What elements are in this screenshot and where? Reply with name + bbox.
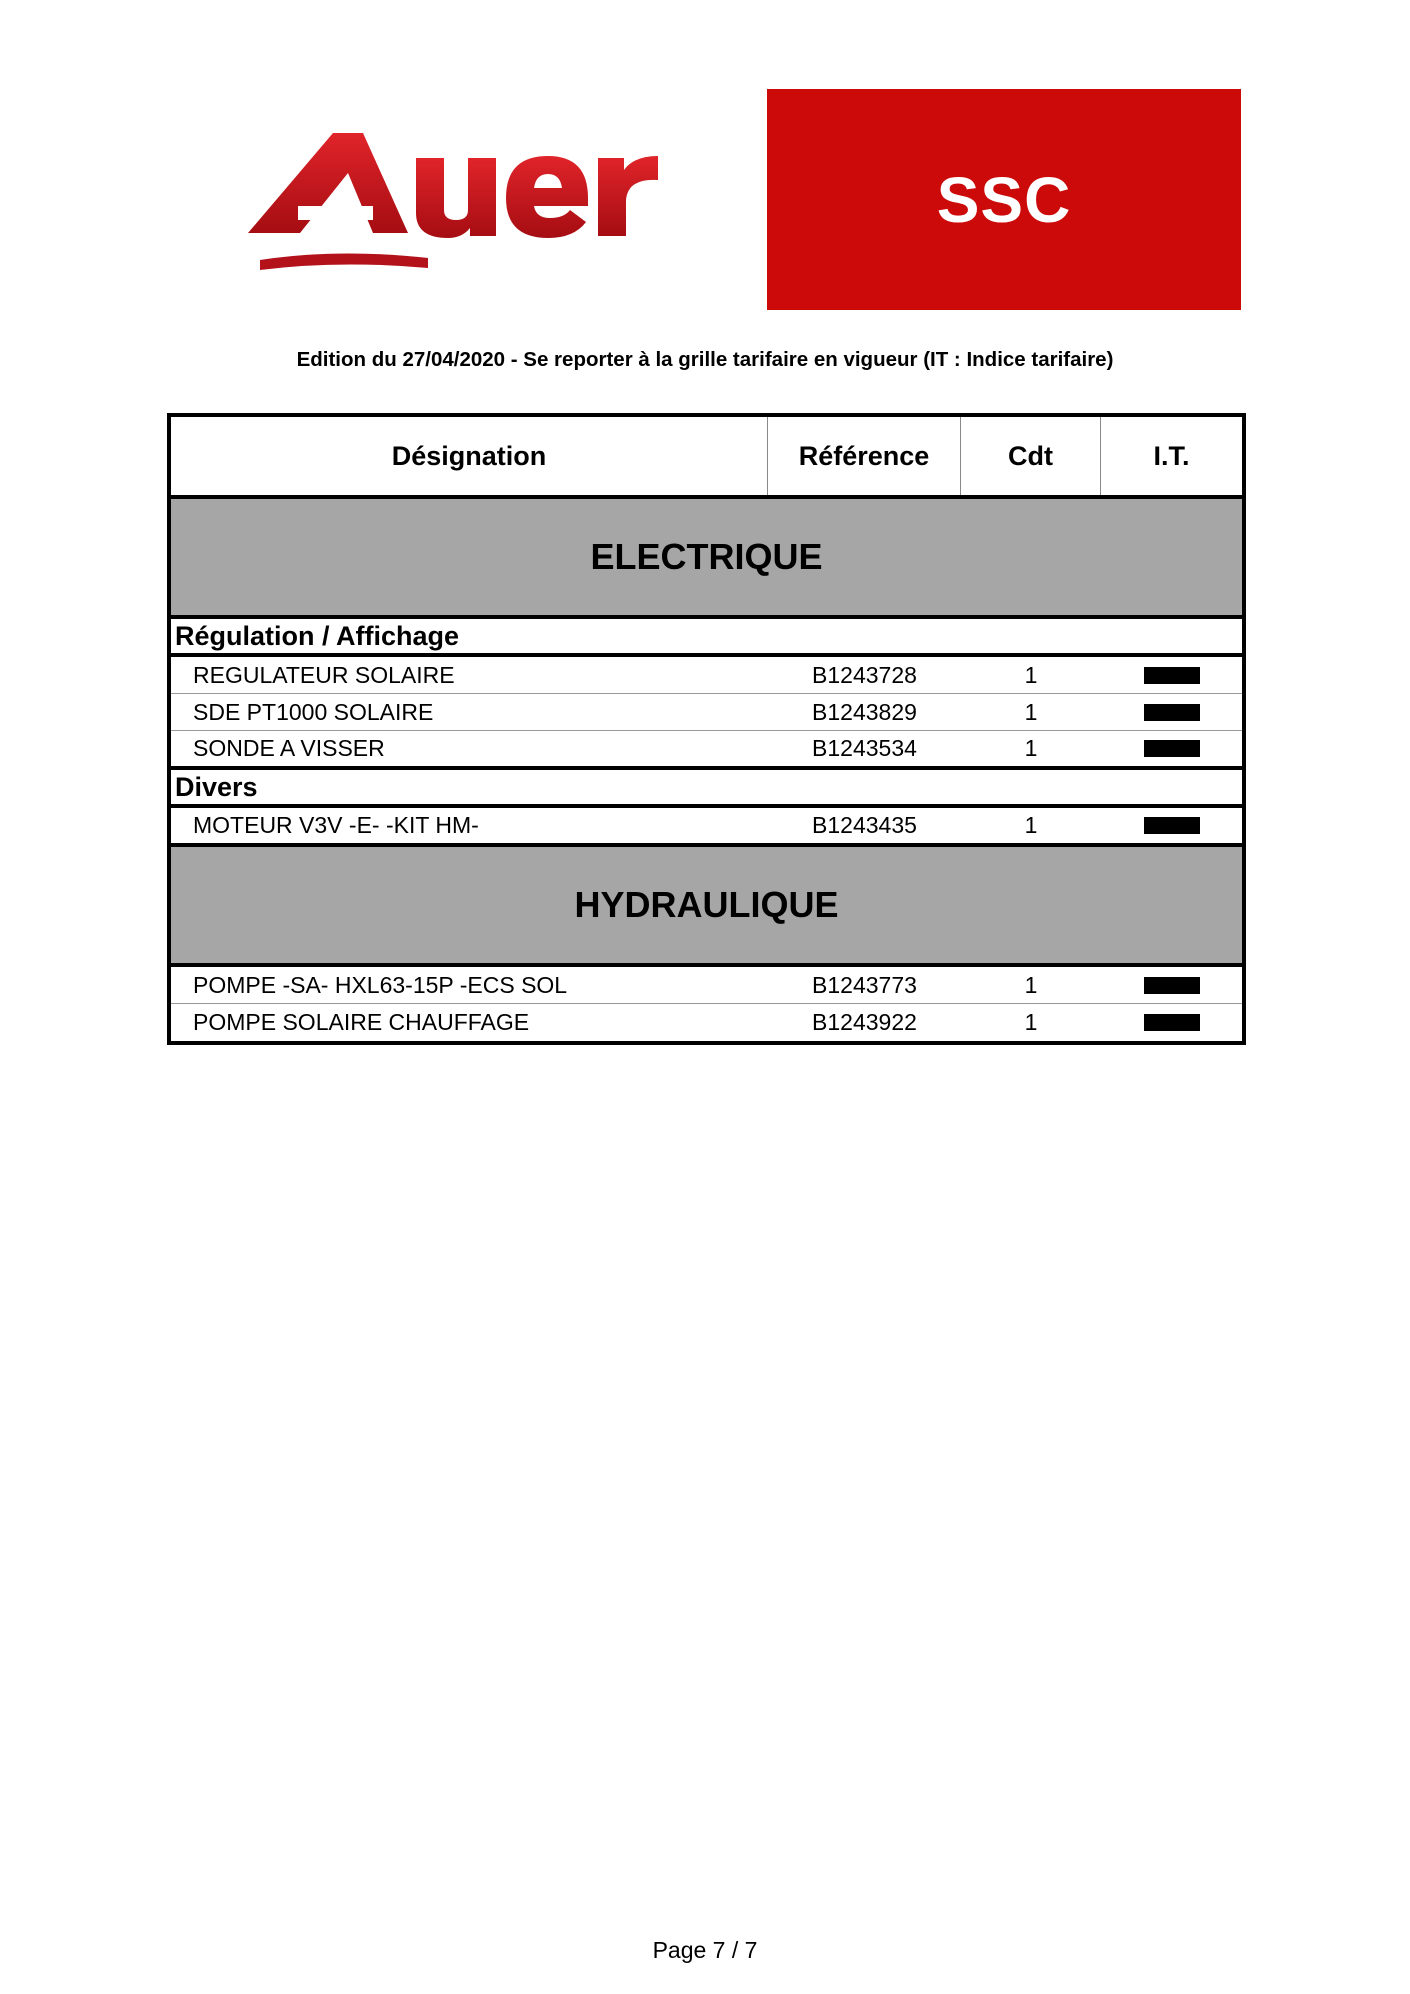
cell-cdt: 1 [1024,735,1038,761]
auer-logo-icon [238,118,678,278]
redaction-bar [1144,977,1200,994]
table-header [171,417,1242,499]
cell-designation: REGULATEUR SOLAIRE [193,661,455,688]
cell-it [1101,977,1242,994]
page-number: Page 7 / 7 [652,1937,758,1963]
cell-it [1101,817,1242,834]
header-reference: Référence [768,417,961,495]
cell-it [1101,704,1242,721]
redaction-bar [1144,704,1200,721]
cell-reference: B1243922 [812,1009,917,1035]
cell-designation: SDE PT1000 SOLAIRE [193,698,434,725]
cell-designation: POMPE SOLAIRE CHAUFFAGE [193,1009,530,1035]
cell-designation: MOTEUR V3V -E- -KIT HM- [193,812,479,838]
ssc-banner [767,89,1241,310]
auer-logo [238,118,678,278]
cell-cdt: 1 [1024,971,1038,998]
header-designation: Désignation [171,417,768,495]
cell-reference: B1243435 [812,812,917,838]
cell-cdt: 1 [1024,661,1038,688]
redaction-bar [1144,667,1200,684]
cell-reference: B1243728 [812,661,917,688]
cell-cdt: 1 [1024,698,1038,725]
price-table [167,413,1246,1045]
cell-designation: SONDE A VISSER [193,735,385,761]
table-row [171,967,1242,1004]
table-row [171,731,1242,770]
section-electrique: ELECTRIQUE [171,499,1242,619]
edition-note: Edition du 27/04/2020 - Se reporter à la grille tarifaire en vigueur (IT : Indice tarifaire) [296,348,1114,371]
cell-designation: POMPE -SA- HXL63-15P -ECS SOL [193,971,568,998]
cell-cdt: 1 [1024,812,1038,838]
redaction-bar [1144,740,1200,757]
table-row [171,1004,1242,1041]
cell-it [1101,740,1242,757]
group-regulation: Régulation / Affichage [171,619,1242,657]
table-row [171,657,1242,694]
section-hydraulique: HYDRAULIQUE [171,847,1242,967]
ssc-label: SSC [936,163,1072,236]
cell-cdt: 1 [1024,1009,1038,1035]
header-cdt: Cdt [961,417,1101,495]
cell-reference: B1243534 [812,735,917,761]
redaction-bar [1144,1014,1200,1031]
redaction-bar [1144,817,1200,834]
cell-reference: B1243773 [812,971,917,998]
group-divers: Divers [171,770,1242,808]
header-it: I.T. [1153,440,1190,471]
cell-it [1101,1014,1242,1031]
cell-it [1101,667,1242,684]
cell-reference: B1243829 [812,698,917,725]
table-row [171,694,1242,731]
table-row [171,808,1242,847]
